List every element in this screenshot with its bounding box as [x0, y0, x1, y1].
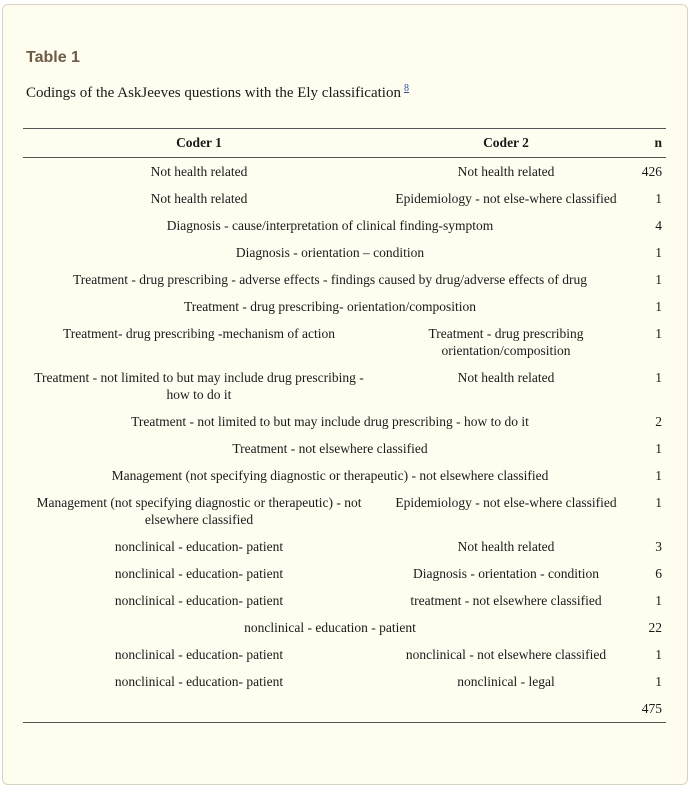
- count-cell: 1: [655, 647, 662, 662]
- count-cell: 426: [641, 164, 662, 179]
- table-caption: [26, 83, 409, 102]
- coding-table: [23, 128, 666, 723]
- table-row: [23, 641, 666, 668]
- table-row: [23, 293, 666, 320]
- coder-1-cell: nonclinical - education- patient: [114, 566, 284, 581]
- table-row: [23, 212, 666, 239]
- coder-1-cell: [23, 695, 375, 723]
- header-coder-2: Coder 2: [375, 129, 637, 158]
- coder-2-cell: Treatment - drug prescribing orientation/composition: [428, 326, 584, 358]
- coder-1-cell: nonclinical - education- patient: [114, 647, 284, 662]
- coder-2-cell: Not health related: [457, 164, 555, 179]
- count-cell: 1: [655, 370, 662, 385]
- header-coder-1: Coder 1: [23, 129, 375, 158]
- count-cell: 1: [655, 191, 662, 206]
- coder-agreement-cell: Diagnosis - cause/interpretation of clinical finding-symptom: [166, 218, 494, 233]
- table-row: [23, 695, 666, 723]
- count-cell: 475: [637, 695, 666, 723]
- coder-2-cell: Epidemiology - not else-where classified: [395, 191, 617, 206]
- coder-agreement-cell: Treatment - not limited to but may include drug prescribing - how to do it: [131, 414, 529, 429]
- count-cell: 1: [655, 495, 662, 510]
- reference-link[interactable]: 8: [403, 83, 409, 94]
- header-n: n: [637, 129, 666, 158]
- count-cell: 6: [655, 566, 662, 581]
- table-row: [23, 614, 666, 641]
- table-row: [23, 408, 666, 435]
- coder-1-cell: Management (not specifying diagnostic or therapeutic) - not elsewhere classified: [36, 495, 362, 527]
- count-cell: 1: [655, 326, 662, 341]
- table-row: [23, 587, 666, 614]
- coder-2-cell: Not health related: [457, 539, 555, 554]
- coder-1-cell: nonclinical - education- patient: [114, 593, 284, 608]
- count-cell: 1: [655, 593, 662, 608]
- coder-agreement-cell: Treatment - not elsewhere classified: [232, 441, 428, 456]
- count-cell: 1: [655, 674, 662, 689]
- table-label: Table 1: [26, 49, 80, 66]
- coder-agreement-cell: Diagnosis - orientation – condition: [235, 245, 425, 260]
- count-cell: 1: [655, 272, 662, 287]
- table-row: [23, 489, 666, 533]
- coder-2-cell: nonclinical - not elsewhere classified: [405, 647, 607, 662]
- count-cell: 1: [655, 245, 662, 260]
- coder-agreement-cell: Management (not specifying diagnostic or therapeutic) - not elsewhere classified: [111, 468, 549, 483]
- coder-2-cell: nonclinical - legal: [457, 674, 555, 689]
- count-cell: 1: [655, 441, 662, 456]
- count-cell: 22: [648, 620, 662, 635]
- coder-2-cell: [375, 695, 637, 723]
- coder-agreement-cell: Treatment - drug prescribing - adverse effects - findings caused by drug/adverse effects of drug: [72, 272, 588, 287]
- table-row: [23, 158, 666, 186]
- table-row: [23, 320, 666, 364]
- coder-1-cell: Not health related: [150, 191, 248, 206]
- table-row: [23, 185, 666, 212]
- coder-1-cell: Not health related: [150, 164, 248, 179]
- table-row: [23, 560, 666, 587]
- coder-1-cell: Treatment- drug prescribing -mechanism of action: [62, 326, 336, 341]
- table-row: [23, 668, 666, 695]
- table-row: [23, 364, 666, 408]
- coder-2-cell: Diagnosis - orientation - condition: [413, 566, 599, 581]
- count-cell: 4: [655, 218, 662, 233]
- coder-1-cell: nonclinical - education- patient: [114, 539, 284, 554]
- coder-2-cell: Not health related: [457, 370, 555, 385]
- table-row: [23, 533, 666, 560]
- table-row: [23, 239, 666, 266]
- table-body: [23, 158, 666, 723]
- count-cell: 1: [655, 468, 662, 483]
- coder-agreement-cell: Treatment - drug prescribing- orientation/composition: [184, 299, 476, 314]
- table-row: [23, 266, 666, 293]
- count-cell: 2: [655, 414, 662, 429]
- count-cell: 3: [655, 539, 662, 554]
- coder-2-cell: Epidemiology - not else-where classified: [395, 495, 617, 510]
- count-cell: 1: [655, 299, 662, 314]
- coder-1-cell: nonclinical - education- patient: [114, 674, 284, 689]
- coder-2-cell: treatment - not elsewhere classified: [410, 593, 602, 608]
- table-row: [23, 435, 666, 462]
- coder-1-cell: Treatment - not limited to but may include drug prescribing - how to do it: [34, 370, 364, 402]
- caption-text: Codings of the AskJeeves questions with the Ely classification: [26, 85, 401, 101]
- table-row: [23, 462, 666, 489]
- table-header-row: [23, 129, 666, 158]
- coder-agreement-cell: nonclinical - education - patient: [244, 620, 416, 635]
